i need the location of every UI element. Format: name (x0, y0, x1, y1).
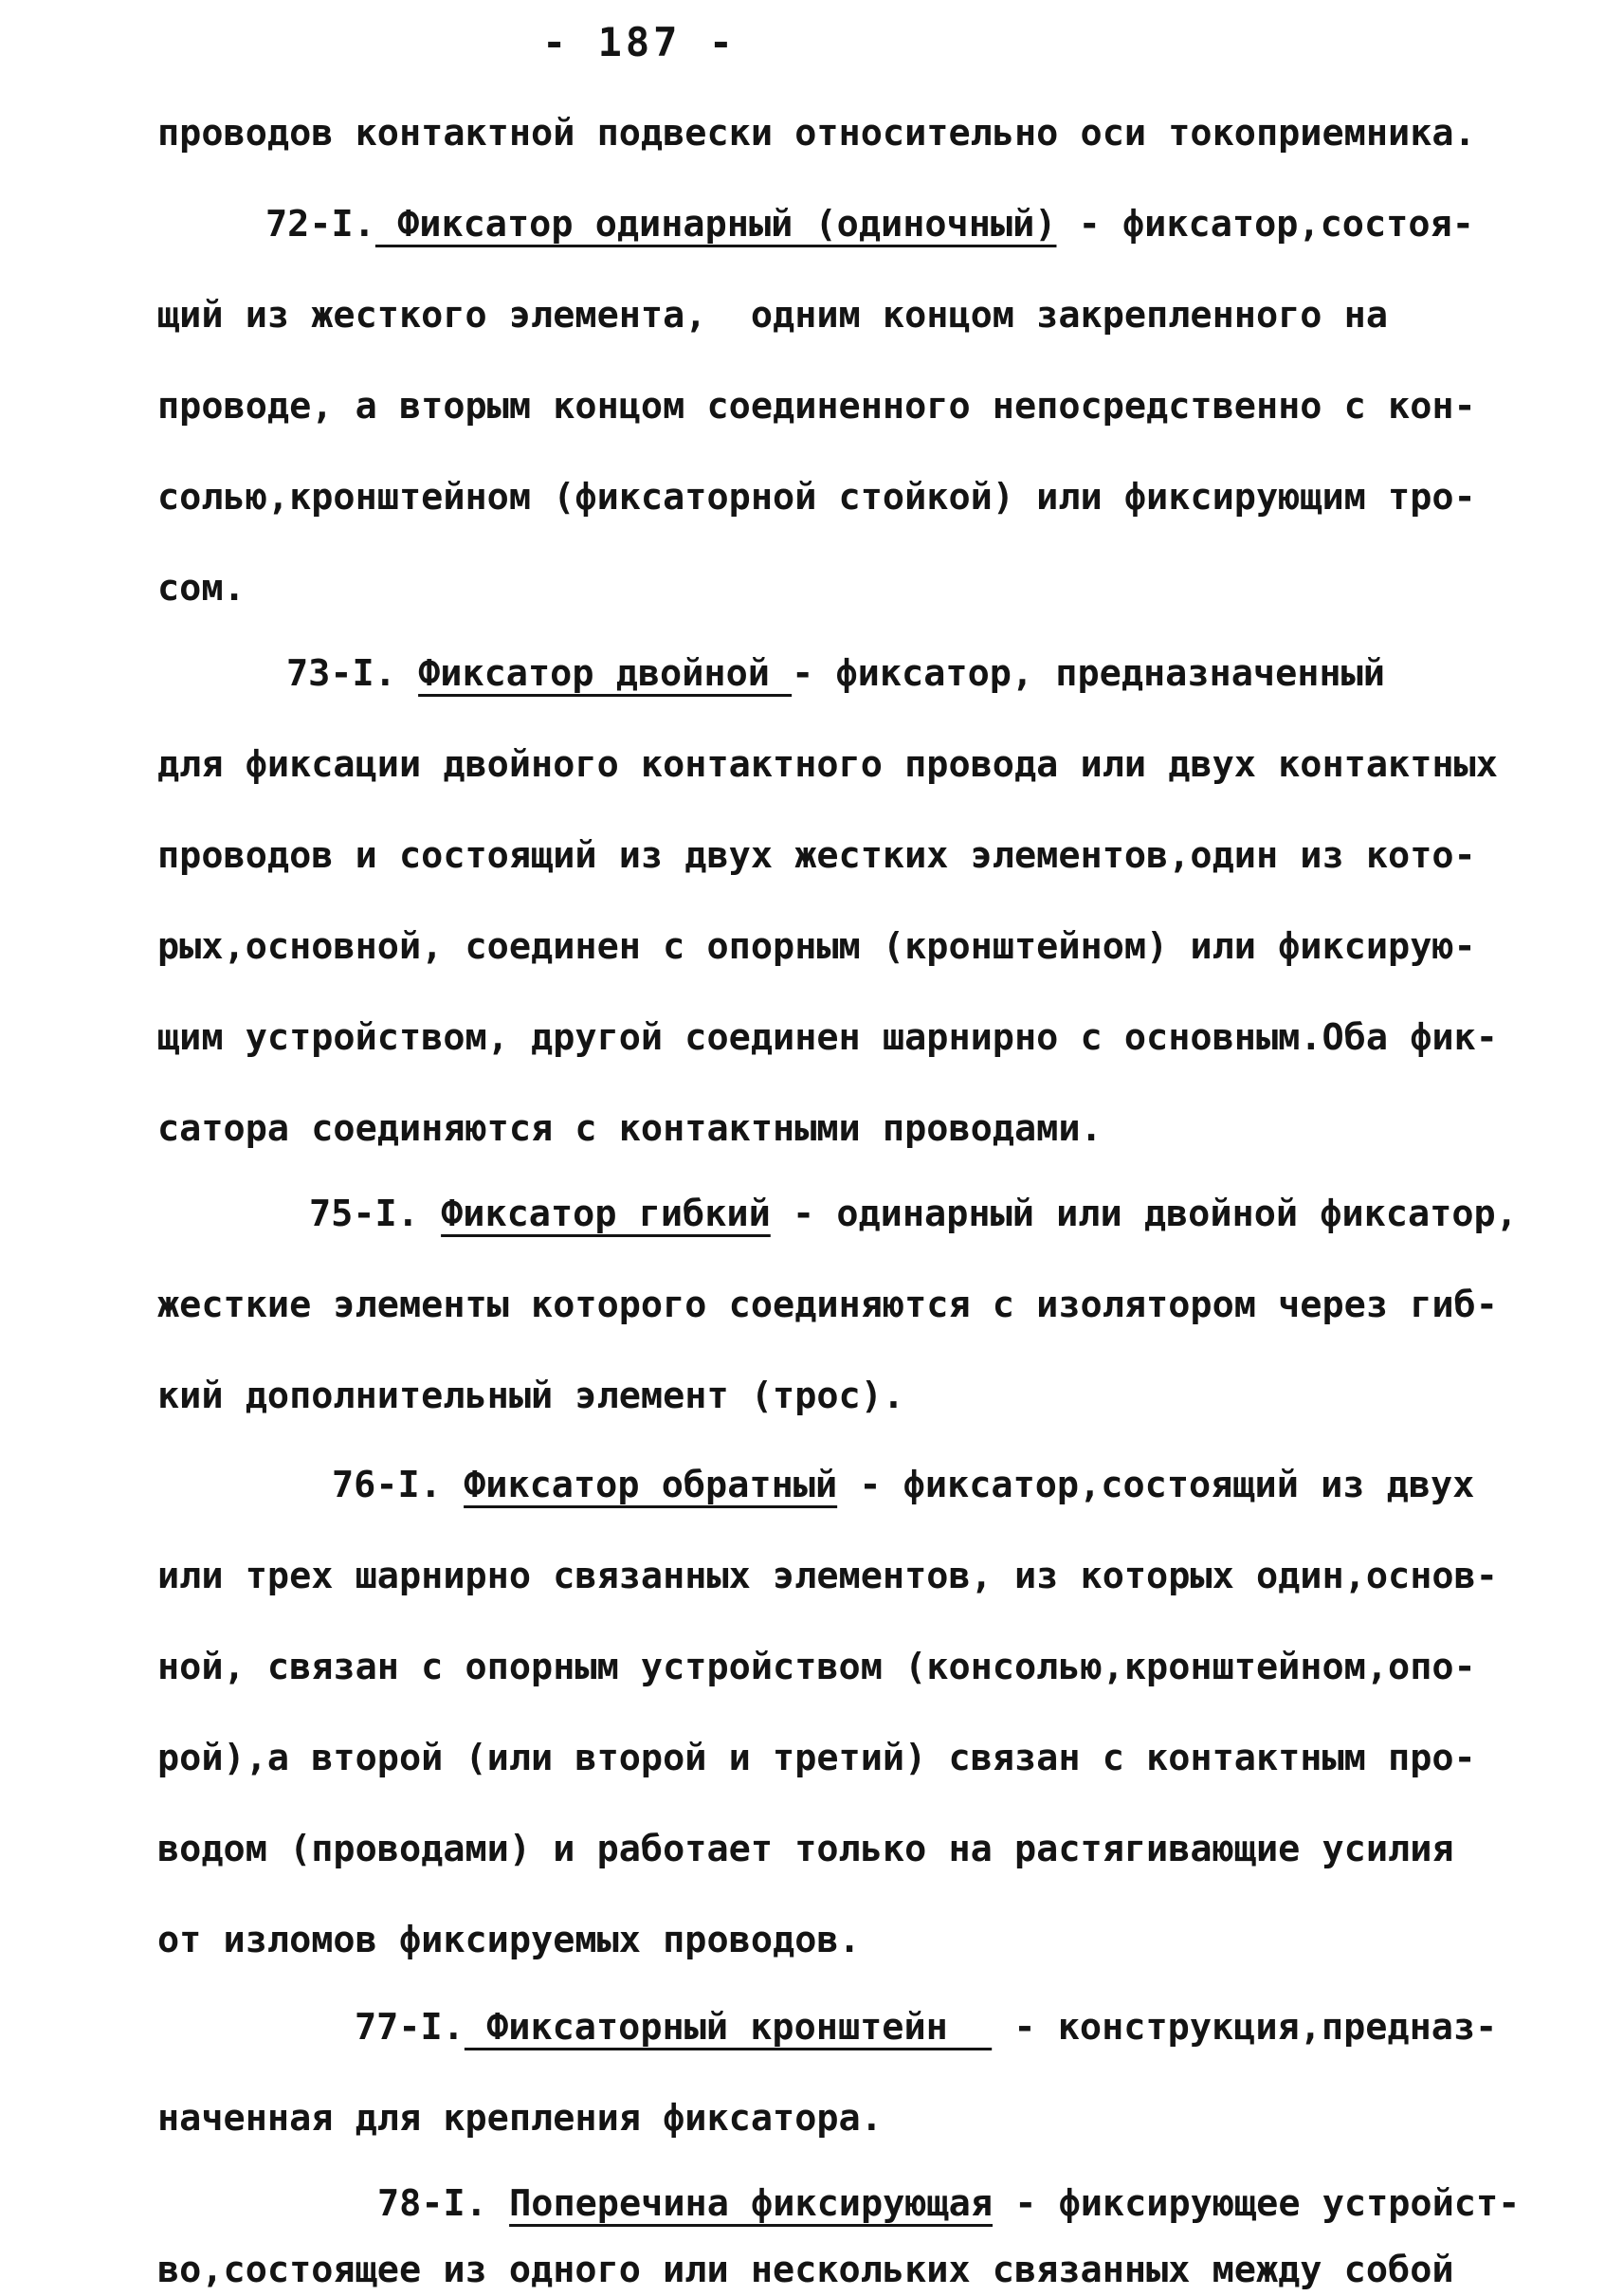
term: Фиксаторный кронштейн (464, 2006, 993, 2049)
text-line: проводе, а вторым концом соединенного непосредственно с кон- (157, 385, 1476, 428)
text-line: ной, связан с опорным устройством (консолью,кронштейном,опо- (157, 1646, 1476, 1688)
term: Фиксатор двойной (418, 652, 793, 695)
text-line: рой),а второй (или второй и третий) связан с контактным про- (157, 1737, 1476, 1779)
text-line: от изломов фиксируемых проводов. (157, 1919, 861, 1961)
text-line: сом. (157, 567, 246, 610)
text-line: кий дополнительный элемент (трос). (157, 1375, 905, 1417)
text-line: щий из жесткого элемента, одним концом закрепленного на (157, 294, 1389, 337)
text-line: проводов и состоящий из двух жестких элементов,один из кото- (157, 834, 1476, 877)
text-line: наченная для крепления фиксатора. (157, 2097, 883, 2140)
definition-text: - фиксатор,состоящий из двух (837, 1464, 1475, 1506)
text-line: водом (проводами) и работает только на растягивающие усилия (157, 1828, 1454, 1870)
text-line: сатора соединяются с контактными проводами. (157, 1107, 1103, 1150)
definition-text: - конструкция,предназ- (992, 2006, 1498, 2049)
text-line: во,состоящее из одного или нескольких связанных между собой (157, 2249, 1454, 2291)
definition-heading (355, 2006, 1498, 2049)
definition-text: - фиксатор,состоя- (1056, 203, 1474, 246)
definition-heading (265, 203, 1474, 246)
entry-number: 73-I. (286, 652, 396, 695)
text-line: для фиксации двойного контактного провода или двух контактных (157, 743, 1498, 786)
definition-heading (309, 1193, 1518, 1235)
entry-number: 76-I. (332, 1464, 442, 1506)
page-number: - 187 - (542, 19, 738, 65)
text-line: солью,кронштейном (фиксаторной стойкой) или фиксирующим тро- (157, 476, 1476, 519)
definition-text: - фиксатор, предназначенный (792, 652, 1385, 695)
term: Фиксатор гибкий (441, 1193, 771, 1235)
entry-number: 72-I. (265, 203, 375, 246)
entry-number: 78-I. (377, 2182, 487, 2225)
definition-heading (377, 2182, 1521, 2225)
term: Фиксатор одинарный (одиночный) (374, 203, 1057, 246)
text-line: щим устройством, другой соединен шарнирно с основным.Оба фик- (157, 1016, 1498, 1059)
definition-heading (286, 652, 1385, 695)
definition-heading (332, 1464, 1475, 1506)
text-line: жесткие элементы которого соединяются с изолятором через гиб- (157, 1284, 1498, 1326)
definition-text: - одинарный или двойной фиксатор, (770, 1193, 1518, 1235)
text-line: или трех шарнирно связанных элементов, из которых один,основ- (157, 1555, 1498, 1597)
text-line: проводов контактной подвески относительно оси токоприемника. (157, 112, 1476, 155)
text-line: рых,основной, соединен с опорным (кронштейном) или фиксирую- (157, 925, 1476, 968)
entry-number: 77-I. (355, 2006, 465, 2049)
entry-number: 75-I. (309, 1193, 419, 1235)
term: Фиксатор обратный (464, 1464, 838, 1506)
definition-text: - фиксирующее устройст- (993, 2182, 1521, 2225)
term: Поперечина фиксирующая (509, 2182, 994, 2225)
